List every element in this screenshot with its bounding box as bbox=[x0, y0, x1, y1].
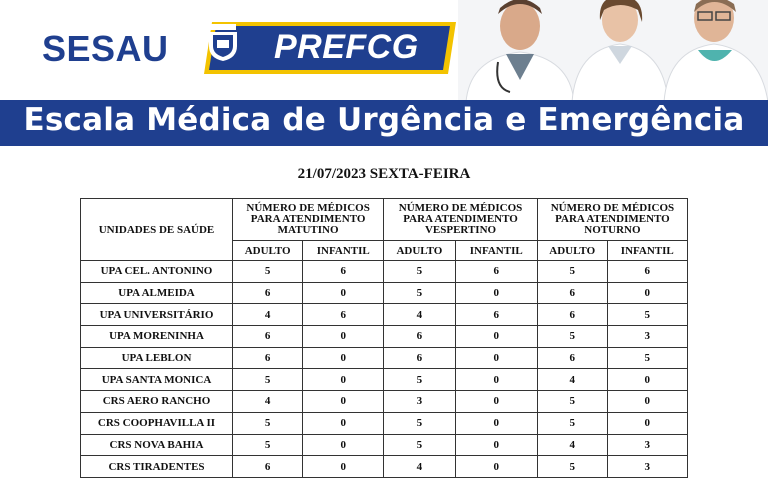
morning-group-header: NÚMERO DE MÉDICOS PARA ATENDIMENTO MATUTINO bbox=[233, 199, 384, 241]
unit-column-header: UNIDADES DE SAÚDE bbox=[81, 199, 233, 261]
sub-header: ADULTO bbox=[384, 241, 455, 261]
table-row bbox=[81, 282, 688, 304]
sub-header: ADULTO bbox=[233, 241, 303, 261]
table-row bbox=[81, 261, 688, 283]
doctor-count-cell: 5 bbox=[607, 347, 687, 369]
doctor-count-cell: 4 bbox=[384, 456, 455, 478]
doctor-count-cell: 3 bbox=[607, 326, 687, 348]
doctor-count-cell: 0 bbox=[455, 369, 537, 391]
city-crest-icon bbox=[204, 22, 242, 62]
doctor-count-cell: 6 bbox=[384, 347, 455, 369]
doctor-count-cell: 0 bbox=[455, 456, 537, 478]
doctor-count-cell: 0 bbox=[303, 391, 384, 413]
doctor-count-cell: 0 bbox=[303, 369, 384, 391]
unit-name-cell: UPA SANTA MONICA bbox=[81, 369, 233, 391]
doctor-count-cell: 4 bbox=[233, 304, 303, 326]
doctor-count-cell: 0 bbox=[607, 369, 687, 391]
doctor-count-cell: 5 bbox=[384, 412, 455, 434]
prefcg-badge bbox=[204, 22, 456, 74]
table-row bbox=[81, 304, 688, 326]
table-row bbox=[81, 326, 688, 348]
doctor-count-cell: 0 bbox=[455, 412, 537, 434]
afternoon-group-header: NÚMERO DE MÉDICOS PARA ATENDIMENTO VESPERTINO bbox=[384, 199, 538, 241]
sub-header: ADULTO bbox=[537, 241, 607, 261]
doctor-count-cell: 0 bbox=[607, 391, 687, 413]
doctor-count-cell: 6 bbox=[233, 326, 303, 348]
doctor-count-cell: 0 bbox=[303, 412, 384, 434]
table-body bbox=[81, 261, 688, 478]
doctor-count-cell: 6 bbox=[537, 282, 607, 304]
doctor-count-cell: 5 bbox=[384, 369, 455, 391]
doctor-count-cell: 6 bbox=[303, 261, 384, 283]
doctor-count-cell: 0 bbox=[607, 282, 687, 304]
doctor-count-cell: 5 bbox=[233, 434, 303, 456]
doctor-count-cell: 6 bbox=[537, 347, 607, 369]
doctor-count-cell: 5 bbox=[233, 412, 303, 434]
unit-name-cell: CRS COOPHAVILLA II bbox=[81, 412, 233, 434]
table-row bbox=[81, 412, 688, 434]
doctor-count-cell: 6 bbox=[384, 326, 455, 348]
doctor-count-cell: 5 bbox=[384, 282, 455, 304]
doctor-count-cell: 4 bbox=[384, 304, 455, 326]
unit-name-cell: CRS NOVA BAHIA bbox=[81, 434, 233, 456]
doctor-count-cell: 0 bbox=[303, 456, 384, 478]
doctor-count-cell: 0 bbox=[455, 391, 537, 413]
doctor-count-cell: 0 bbox=[303, 347, 384, 369]
table-row bbox=[81, 391, 688, 413]
table-header-row bbox=[81, 199, 688, 241]
doctors-photo bbox=[458, 0, 768, 102]
unit-name-cell: UPA UNIVERSITÁRIO bbox=[81, 304, 233, 326]
doctor-count-cell: 0 bbox=[455, 434, 537, 456]
doctor-count-cell: 0 bbox=[303, 282, 384, 304]
page-title: Escala Médica de Urgência e Emergência bbox=[23, 102, 745, 138]
unit-name-cell: CRS AERO RANCHO bbox=[81, 391, 233, 413]
doctor-count-cell: 3 bbox=[384, 391, 455, 413]
doctor-count-cell: 5 bbox=[537, 326, 607, 348]
doctor-count-cell: 6 bbox=[303, 304, 384, 326]
doctor-count-cell: 6 bbox=[233, 347, 303, 369]
doctor-count-cell: 5 bbox=[537, 391, 607, 413]
doctor-count-cell: 6 bbox=[455, 261, 537, 283]
sub-header: INFANTIL bbox=[303, 241, 384, 261]
sub-header: INFANTIL bbox=[607, 241, 687, 261]
table-row bbox=[81, 456, 688, 478]
doctor-count-cell: 0 bbox=[455, 282, 537, 304]
night-group-header: NÚMERO DE MÉDICOS PARA ATENDIMENTO NOTURNO bbox=[537, 199, 687, 241]
doctor-count-cell: 5 bbox=[384, 434, 455, 456]
doctor-count-cell: 6 bbox=[537, 304, 607, 326]
table-row bbox=[81, 434, 688, 456]
doctor-count-cell: 5 bbox=[537, 456, 607, 478]
doctor-count-cell: 6 bbox=[233, 456, 303, 478]
doctor-count-cell: 6 bbox=[607, 261, 687, 283]
sub-header: INFANTIL bbox=[455, 241, 537, 261]
sesau-logo: SESAU bbox=[42, 28, 169, 69]
table-row bbox=[81, 347, 688, 369]
unit-name-cell: UPA ALMEIDA bbox=[81, 282, 233, 304]
prefcg-logo-text: PREFCG bbox=[274, 28, 419, 66]
doctor-count-cell: 5 bbox=[233, 369, 303, 391]
doctor-count-cell: 0 bbox=[455, 347, 537, 369]
unit-name-cell: UPA CEL. ANTONINO bbox=[81, 261, 233, 283]
doctor-count-cell: 0 bbox=[303, 434, 384, 456]
doctor-count-cell: 5 bbox=[537, 412, 607, 434]
schedule-date: 21/07/2023 SEXTA-FEIRA bbox=[297, 166, 471, 182]
doctor-count-cell: 5 bbox=[537, 261, 607, 283]
doctor-count-cell: 3 bbox=[607, 456, 687, 478]
doctor-count-cell: 0 bbox=[303, 326, 384, 348]
doctor-count-cell: 6 bbox=[455, 304, 537, 326]
header bbox=[0, 0, 768, 148]
doctor-count-cell: 5 bbox=[607, 304, 687, 326]
doctor-count-cell: 3 bbox=[607, 434, 687, 456]
doctor-count-cell: 4 bbox=[537, 369, 607, 391]
unit-name-cell: CRS TIRADENTES bbox=[81, 456, 233, 478]
doctor-count-cell: 5 bbox=[233, 261, 303, 283]
doctor-count-cell: 4 bbox=[537, 434, 607, 456]
doctor-count-cell: 5 bbox=[384, 261, 455, 283]
unit-name-cell: UPA LEBLON bbox=[81, 347, 233, 369]
doctor-count-cell: 6 bbox=[233, 282, 303, 304]
table-row bbox=[81, 369, 688, 391]
schedule-table bbox=[80, 198, 688, 478]
doctor-count-cell: 0 bbox=[607, 412, 687, 434]
doctor-count-cell: 0 bbox=[455, 326, 537, 348]
title-banner bbox=[0, 100, 768, 146]
unit-name-cell: UPA MORENINHA bbox=[81, 326, 233, 348]
doctor-count-cell: 4 bbox=[233, 391, 303, 413]
